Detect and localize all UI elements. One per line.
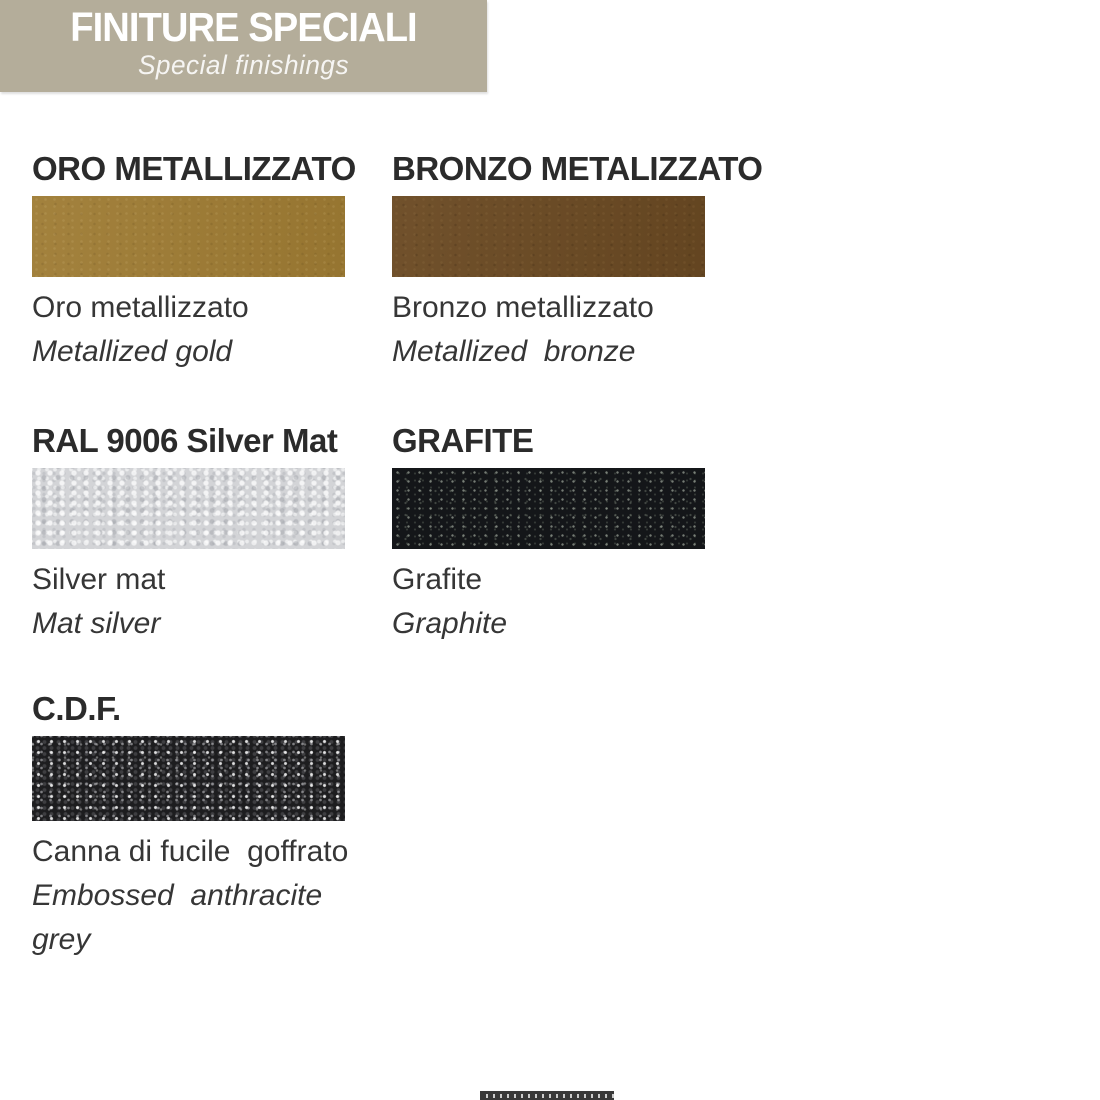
finish-heading: ORO METALLIZZATO	[32, 150, 356, 187]
finish-heading: RAL 9006 Silver Mat	[32, 422, 338, 459]
finish-swatch-bronze	[392, 196, 705, 277]
finish-swatch-silver	[32, 468, 345, 549]
finish-section-ral-9006-silver-mat	[32, 421, 372, 646]
finish-section-grafite	[392, 421, 732, 646]
finish-section-cdf	[32, 689, 372, 962]
finish-swatch-graphite	[392, 468, 705, 549]
finish-label-italian: Silver mat	[32, 563, 166, 596]
finish-label-english: Graphite	[392, 607, 508, 640]
finish-label-italian: Bronzo metallizzato	[392, 291, 654, 324]
finish-label-english: Metallized bronze	[392, 335, 636, 368]
finish-label-italian: Oro metallizzato	[32, 291, 249, 324]
watermark-bar	[480, 1091, 614, 1100]
page-subtitle: Special finishings	[137, 49, 350, 80]
finish-label-english: Metallized gold	[32, 335, 233, 368]
finish-section-bronzo-metalizzato	[392, 149, 763, 374]
finish-swatch-gunmetal	[32, 736, 345, 821]
finish-label-italian: Canna di fucile goffrato	[32, 835, 349, 868]
finish-label-italian: Grafite	[392, 563, 483, 596]
finish-heading: GRAFITE	[392, 422, 534, 459]
finish-heading: BRONZO METALIZZATO	[392, 150, 763, 187]
finish-section-oro-metallizzato	[32, 149, 372, 374]
page-title: FINITURE SPECIALI	[70, 4, 417, 50]
finish-swatch-gold	[32, 196, 345, 277]
header-banner	[0, 0, 487, 92]
finish-heading: C.D.F.	[32, 690, 121, 727]
finish-label-english: Mat silver	[32, 607, 161, 640]
finish-label-english: Embossed anthracite grey	[32, 879, 331, 956]
